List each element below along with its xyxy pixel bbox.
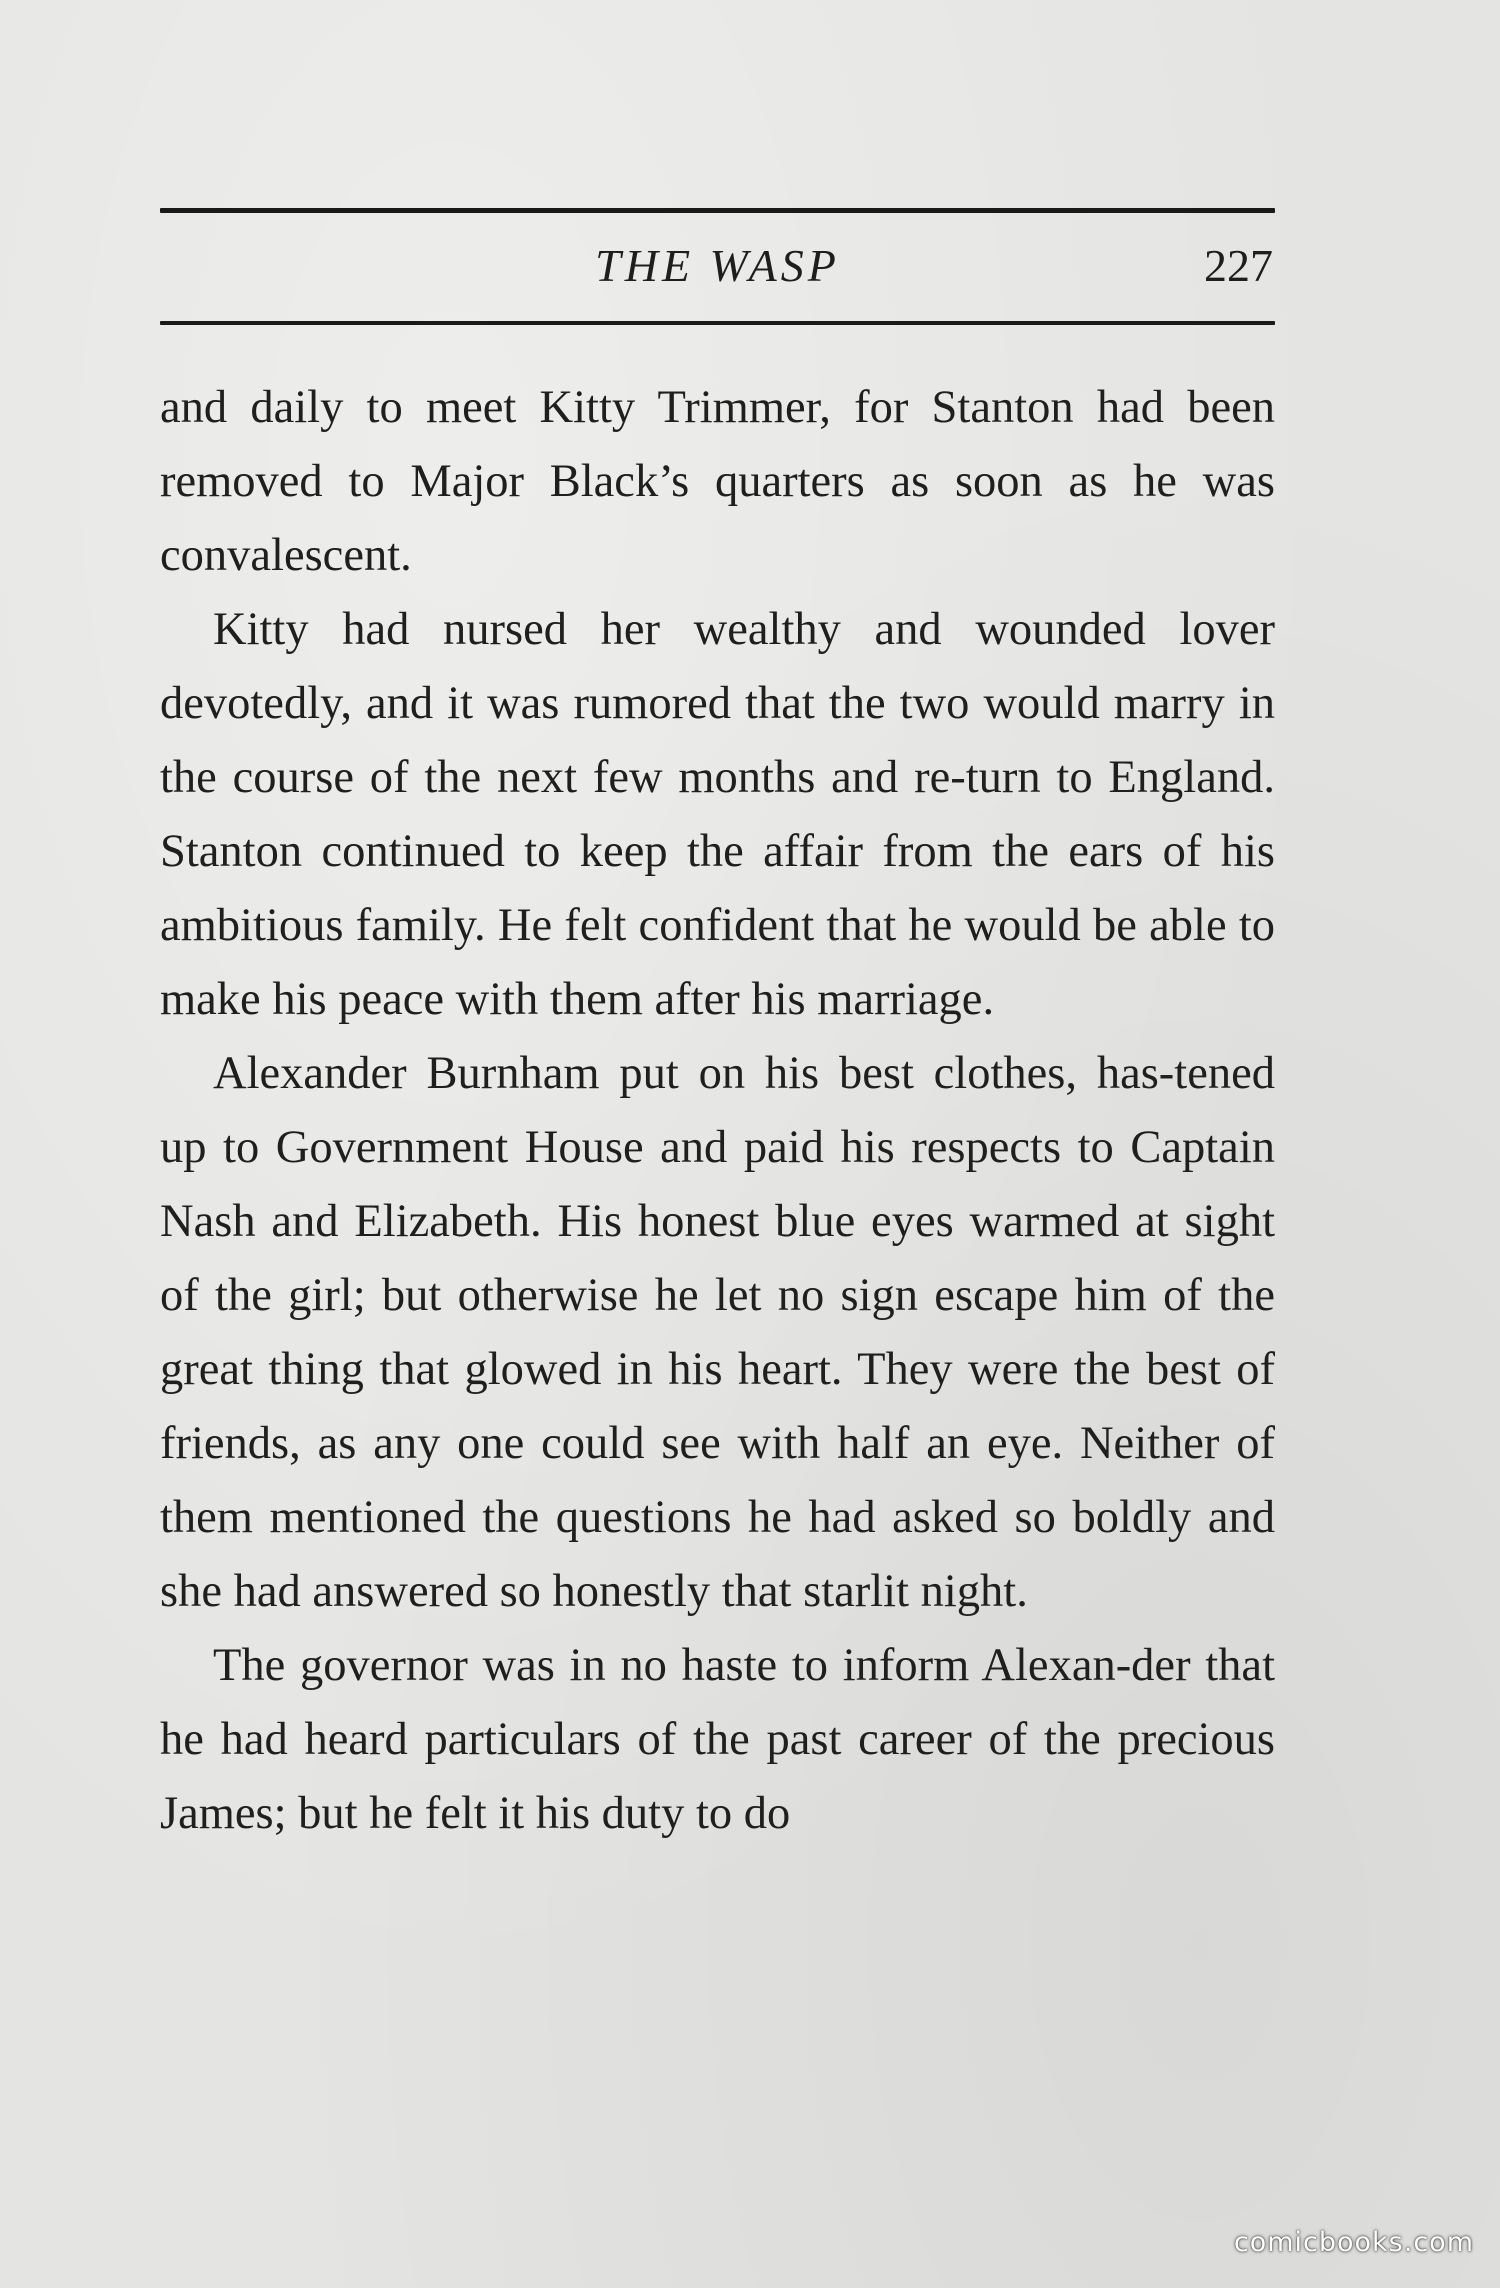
book-page: [160, 208, 1275, 1851]
paragraph-3: Alexander Burnham put on his best clothes, has-tened up to Government House and paid his respects to Captain Nash and Elizabeth. His honest blue eyes warmed at sight of the girl; but otherwise he let no sign escape him of the great thing that glowed in his heart. They were the best of friends, as any one could see with half an eye. Neither of them mentioned the questions he had asked so boldly and she had answered so honestly that starlit night.: [160, 1048, 1275, 1617]
header-rule-bottom: [160, 321, 1275, 325]
paragraph-1: and daily to meet Kitty Trimmer, for Stanton had been removed to Major Black’s quarters as soon as he was convalescent.: [160, 382, 1275, 581]
running-title: THE WASP: [595, 240, 840, 291]
page-number: 227: [1204, 240, 1273, 291]
paragraph-4: The governor was in no haste to inform Alexan-der that he had heard particulars of the past career of the precious James; but he felt it his duty to do: [160, 1640, 1275, 1839]
paragraph-2: Kitty had nursed her wealthy and wounded lover devotedly, and it was rumored that the two would marry in the course of the next few months and re-turn to England. Stanton continued to keep the affair from the ears of his ambitious family. He felt confident that he would be able to make his peace with them after his marriage.: [160, 604, 1275, 1025]
watermark: comicbooks.com: [1233, 2227, 1474, 2258]
body-text: [160, 371, 1275, 1851]
running-head: [160, 213, 1275, 321]
